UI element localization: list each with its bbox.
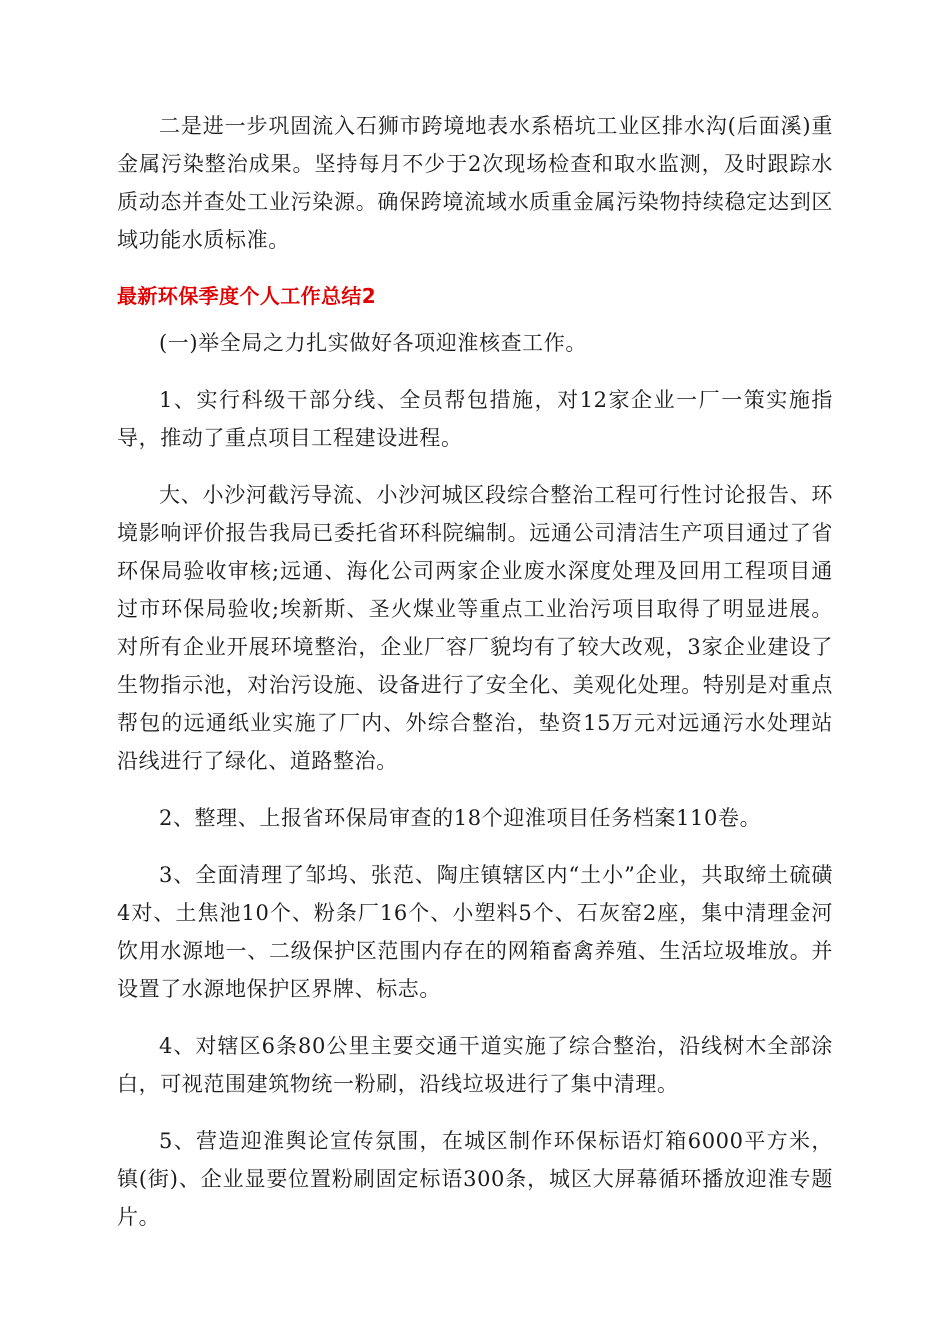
intro-paragraph: 二是进一步巩固流入石狮市跨境地表水系梧坑工业区排水沟(后面溪)重金属污染整治成果。坚持每月不少于2次现场检查和取水监测，及时跟踪水质动态并查处工业污染源。确保跨境流域水质重金属污染物持续稳定达到区域功能水质标准。: [117, 114, 833, 252]
paragraph-item-4: 4、对辖区6条80公里主要交通干道实施了综合整治，沿线树木全部涂白，可视范围建筑物统一粉刷，沿线垃圾进行了集中清理。: [117, 1034, 833, 1096]
paragraph-item-5: 5、营造迎淮舆论宣传氛围，在城区制作环保标语灯箱6000平方米，镇(街)、企业显要位置粉刷固定标语300条，城区大屏幕循环播放迎淮专题片。: [117, 1129, 833, 1229]
paragraph-item-1: 1、实行科级干部分线、全员帮包措施，对12家企业一厂一策实施指导，推动了重点项目工程建设进程。: [117, 388, 833, 450]
paragraph-item-2: 2、整理、上报省环保局审查的18个迎淮项目任务档案110卷。: [159, 806, 762, 830]
paragraph-subheading: (一)举全局之力扎实做好各项迎淮核查工作。: [159, 331, 587, 355]
paragraph-project-details: 大、小沙河截污导流、小沙河城区段综合整治工程可行性讨论报告、环境影响评价报告我局已委托省环科院编制。远通公司清洁生产项目通过了省环保局验收审核;远通、海化公司两家企业废水深度处理及回用工程项目通过市环保局验收;埃新斯、圣火煤业等重点工业治污项目取得了明显进展。对所有企业开展环境整治，企业厂容厂貌均有了较大改观，3家企业建设了生物指示池，对治污设施、设备进行了安全化、美观化处理。特别是对重点帮包的远通纸业实施了厂内、外综合整治，垫资15万元对远通污水处理站沿线进行了绿化、道路整治。: [117, 483, 833, 773]
section-title: 最新环保季度个人工作总结2: [117, 284, 377, 308]
document-body: [117, 107, 833, 1255]
paragraph-item-3: 3、全面清理了邹坞、张范、陶庄镇辖区内“土小”企业，共取缔土硫磺4对、土焦池10个、粉条厂16个、小塑料5个、石灰窑2座，集中清理金河饮用水源地一、二级保护区范围内存在的网箱畜禽养殖、生活垃圾堆放。并设置了水源地保护区界牌、标志。: [117, 863, 833, 1001]
